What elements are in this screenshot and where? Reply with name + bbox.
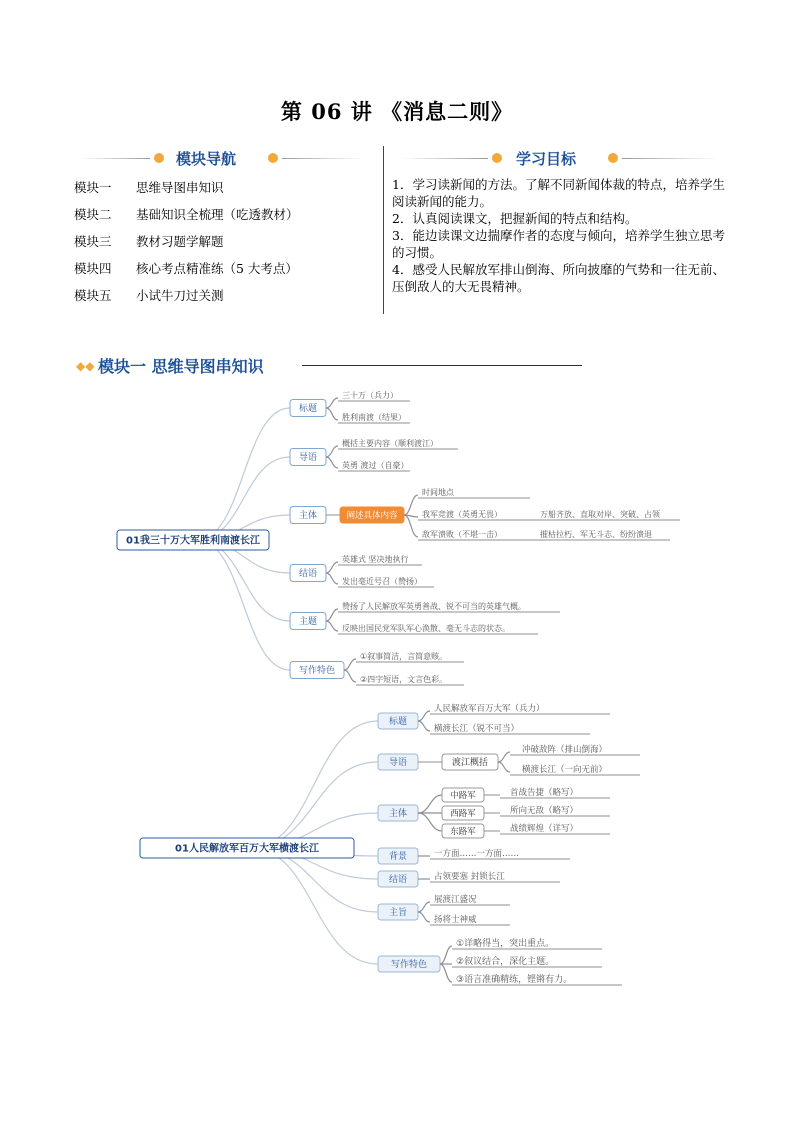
leaf-connector bbox=[326, 562, 338, 573]
map2-branch-label: 结语 bbox=[388, 875, 408, 886]
leaf-text: 英勇 渡过（自豪） bbox=[342, 461, 409, 470]
map1-branch-label: 结语 bbox=[298, 569, 318, 580]
page-title: 第 06 讲 《消息二则》 bbox=[280, 99, 514, 124]
branch-connector bbox=[250, 721, 378, 848]
leaf-connector bbox=[344, 659, 356, 670]
map1-branch-label: 主体 bbox=[298, 511, 318, 522]
leaf-text: 摧枯拉朽、军无斗志、纷纷溃退 bbox=[540, 530, 652, 539]
leaf-connector bbox=[404, 515, 418, 537]
map2-branch-label: 背景 bbox=[388, 852, 408, 863]
map2-sub-node-label: 中路军 bbox=[450, 791, 476, 802]
map1-sub-node-label: 阐述具体内容 bbox=[346, 511, 398, 522]
map2-sub-node-label: 西路军 bbox=[450, 809, 476, 820]
branch-connector bbox=[250, 848, 378, 964]
map2-sub-node-label: 渡江概括 bbox=[451, 758, 489, 769]
leaf-text: 占领要塞 封锁长江 bbox=[434, 872, 505, 882]
leaf-text: 首战告捷（略写） bbox=[510, 788, 579, 798]
leaf-connector bbox=[418, 912, 430, 922]
module-nav-key: 模块五 bbox=[74, 288, 112, 303]
leaf-connector bbox=[418, 813, 442, 831]
leaf-connector bbox=[440, 964, 452, 982]
module1-heading-label: 模块一 思维导图串知识 bbox=[98, 357, 264, 376]
module-nav-key: 模块三 bbox=[74, 234, 112, 249]
leaf-connector bbox=[344, 670, 356, 682]
leaf-connector bbox=[498, 752, 510, 762]
map1-branch-label: 写作特色 bbox=[298, 666, 336, 677]
leaf-connector bbox=[418, 795, 442, 813]
leaf-connector bbox=[418, 902, 430, 912]
learning-goal: 3．能边读课文边揣摩作者的态度与倾向，培养学生独立思考的习惯。 bbox=[392, 228, 725, 260]
leaf-connector bbox=[326, 408, 338, 420]
map2-branch-label: 主旨 bbox=[388, 908, 408, 919]
map2-branch-label: 主体 bbox=[388, 809, 408, 820]
module-nav-value: 小试牛刀过关测 bbox=[136, 288, 224, 303]
leaf-text: 横渡长江（锐不可当） bbox=[434, 724, 520, 734]
leaf-connector bbox=[418, 711, 430, 721]
leaf-text: 人民解放军百万大军（兵力） bbox=[434, 704, 545, 714]
leaf-text: 英雄式 坚决地执行 bbox=[342, 555, 409, 564]
map2-branch-label: 写作特色 bbox=[390, 960, 428, 971]
leaf-text: ①详略得当，突出重点。 bbox=[456, 939, 555, 949]
leaf-text: ①叙事简洁，言简意赅。 bbox=[360, 652, 448, 661]
branch-connector bbox=[250, 762, 378, 848]
leaf-text: 赞扬了人民解放军英勇善战、锐不可当的英雄气概。 bbox=[342, 602, 526, 611]
leaf-text: 敌军溃败（不堪一击） bbox=[422, 530, 502, 539]
leaf-text: 万船齐放、直取对岸、突破、占领 bbox=[540, 510, 660, 519]
leaf-text: 所向无敌（略写） bbox=[510, 806, 579, 816]
module-nav-value: 核心考点精准练（5 大考点） bbox=[136, 261, 298, 276]
leaf-text: 横渡长江（一向无前） bbox=[522, 765, 608, 775]
map2-root-label: 01人民解放军百万大军横渡长江 bbox=[175, 843, 319, 855]
learning-goal: 2．认真阅读课文，把握新闻的特点和结构。 bbox=[392, 211, 638, 226]
branch-connector bbox=[197, 408, 290, 540]
module-nav-value: 基础知识全梳理（吃透教材） bbox=[136, 207, 299, 222]
map2-sub-node-label: 东路军 bbox=[450, 827, 476, 838]
leaf-text: ②叙议结合，深化主题。 bbox=[456, 957, 555, 967]
map1-branch-label: 导语 bbox=[298, 453, 318, 464]
learning-goal: 1．学习读新闻的方法。了解不同新闻体裁的特点，培养学生阅读新闻的能力。 bbox=[392, 177, 725, 209]
leaf-connector bbox=[404, 495, 418, 515]
map2-branch-label: 导语 bbox=[388, 758, 408, 769]
leaf-connector bbox=[498, 762, 510, 772]
leaf-text: 发出毫近号召（赞扬） bbox=[342, 577, 422, 586]
module-nav-value: 思维导图串知识 bbox=[136, 180, 224, 195]
module-nav-key: 模块一 bbox=[74, 180, 112, 195]
leaf-connector bbox=[326, 457, 338, 468]
leaf-connector bbox=[418, 721, 430, 731]
module-nav-value: 教材习题学解题 bbox=[136, 234, 224, 249]
leaf-text: 扬将士神威 bbox=[434, 915, 477, 925]
branch-connector bbox=[197, 540, 290, 621]
leaf-text: 展渡江盛况 bbox=[434, 895, 477, 905]
double-diamond-icon: ◆◆ bbox=[76, 359, 95, 373]
branch-connector bbox=[197, 540, 290, 670]
map1-branch-label: 标题 bbox=[298, 404, 318, 415]
leaf-connector bbox=[326, 446, 338, 457]
map2-branch-label: 标题 bbox=[388, 717, 408, 728]
nav-heading-label: 模块导航 bbox=[176, 150, 237, 168]
learning-goal: 4．感受人民解放军排山倒海、所向披靡的气势和一往无前、压倒敌人的大无畏精神。 bbox=[392, 262, 725, 294]
leaf-text: ②四字短语，文言色彩。 bbox=[360, 675, 448, 684]
map1-branch-label: 主题 bbox=[298, 617, 318, 628]
leaf-text: ③语言准确精练，铿锵有力。 bbox=[456, 975, 573, 985]
leaf-text: 时间地点 bbox=[422, 488, 454, 497]
map1-root-label: 01我三十万大军胜利南渡长江 bbox=[126, 535, 260, 547]
leaf-text: 三十万（兵力） bbox=[342, 391, 398, 400]
leaf-connector bbox=[326, 621, 338, 631]
goals-heading-label: 学习目标 bbox=[516, 150, 577, 168]
leaf-text: 胜利南渡（结果） bbox=[342, 413, 406, 422]
leaf-text: 战绩辉煌（详写） bbox=[510, 824, 579, 834]
leaf-text: 一方面……一方面…… bbox=[434, 849, 520, 859]
leaf-text: 概括主要内容（顺利渡江） bbox=[342, 439, 438, 448]
leaf-text: 我军竞渡（英勇无畏） bbox=[422, 510, 502, 519]
module-nav-key: 模块四 bbox=[74, 261, 112, 276]
module-nav-key: 模块二 bbox=[74, 207, 112, 222]
leaf-text: 冲破敌阵（排山倒海） bbox=[522, 745, 608, 755]
leaf-text: 反映出国民党军队军心涣散、毫无斗志的状态。 bbox=[342, 624, 510, 633]
leaf-connector bbox=[326, 573, 338, 584]
leaf-connector bbox=[440, 946, 452, 964]
leaf-connector bbox=[326, 398, 338, 408]
leaf-connector bbox=[326, 609, 338, 621]
